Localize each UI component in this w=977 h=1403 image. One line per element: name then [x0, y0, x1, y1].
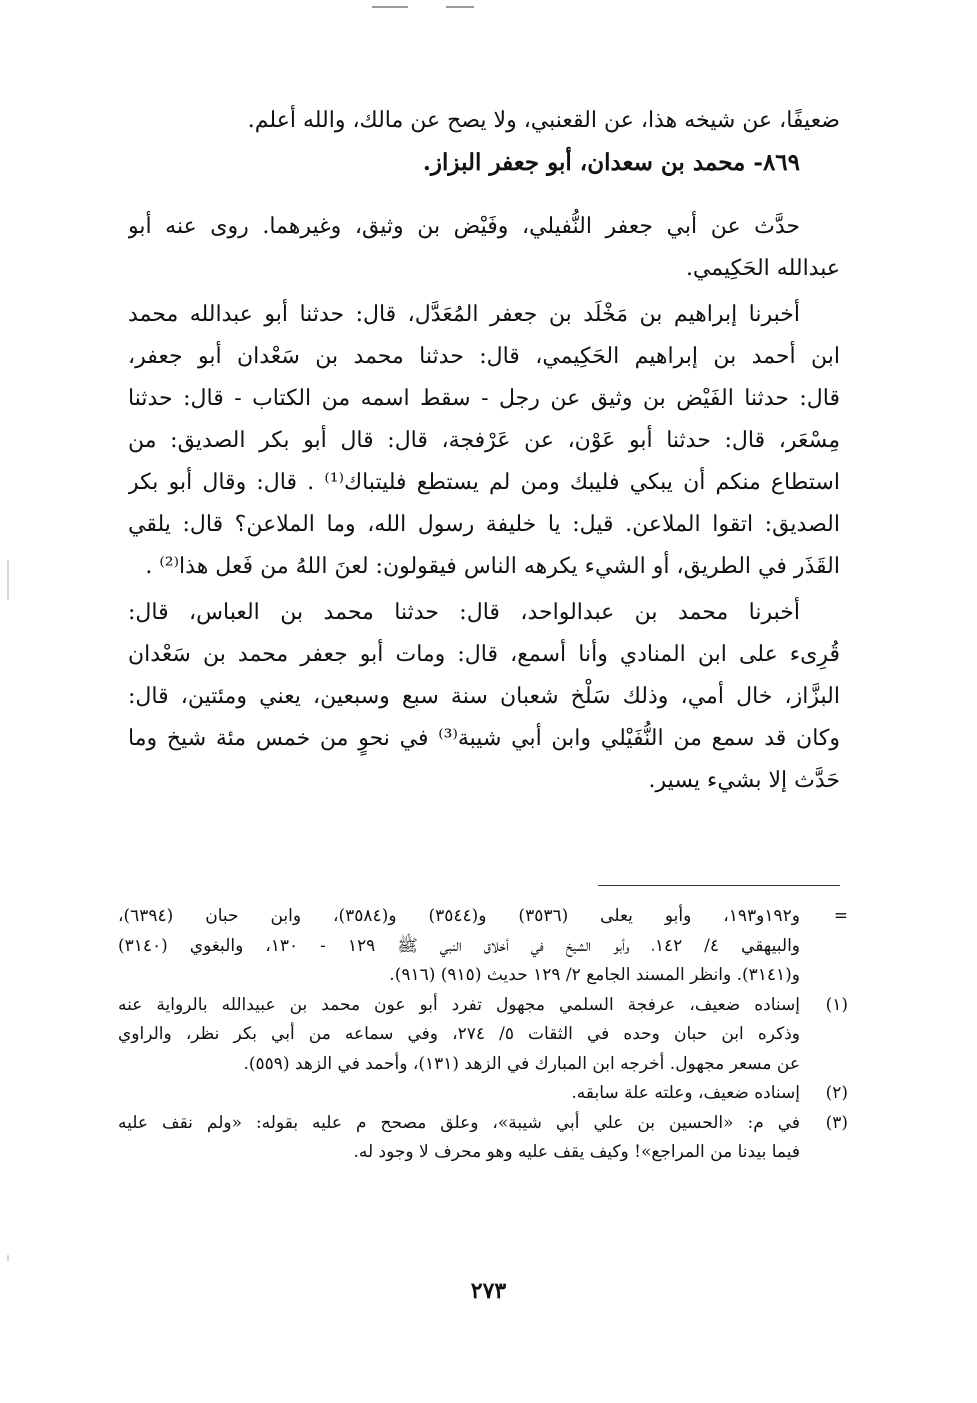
entry-heading: ٨٦٩- محمد بن سعدان، أبو جعفر البزاز. — [422, 149, 800, 176]
page-number: ٢٧٣ — [470, 1278, 507, 1304]
text-line: مِسْعَر، قال: حدثنا أبو عَوْن، عن عَرْفجة، قال: قال أبو بكر الصديق: من — [128, 428, 840, 453]
footnote-ref: ⁽¹⁾ . قال: وقال أبو بكر — [128, 470, 344, 495]
footnote-number: (٣) — [825, 1112, 848, 1133]
text-segment: وكان قد سمع من النُّفَيْلي وابن أبي شيبة — [457, 726, 840, 751]
text-line: قال: حدثنا الفَيْض بن وثيق عن رجل - سقط اسمه من الكتاب - قال: حدثنا — [128, 386, 840, 411]
footnote-ref: ⁽²⁾ . — [145, 554, 180, 579]
scan-artifact — [7, 1255, 9, 1261]
main-text — [128, 100, 840, 802]
footnote-line: في م: «الحسين بن علي أبي شيبة»، وعلق مصحح م عليه بقوله: «ولم نقف عليه — [118, 1112, 800, 1133]
text-segment: القَذَر في الطريق، أو الشيء يكرهه الناس فيقولون: لعنَ اللهُ من فَعل هذا — [179, 554, 840, 579]
text-line — [128, 718, 840, 760]
continuation-mark: = — [833, 906, 848, 926]
footnote-line: وذكره ابن حبان وحده في الثقات ٥/ ٢٧٤، وفي سماعه من أبي بكر نظر، والراوي — [118, 1024, 800, 1044]
text-line: أخبرنا إبراهيم بن مَخْلَد بن جعفر المُعَدَّل، قال: حدثنا أبو عبدالله محمد — [128, 302, 800, 327]
footnote-2 — [118, 1079, 848, 1109]
text-line: حدَّث عن أبي جعفر النُّفيلي، وفَيْض بن وثيق، وغيرهما. روى عنه أبو — [128, 214, 800, 239]
text-line: البزَّاز، خال أمي، وذلك سَلْخ شعبان سنة سبع وسبعين، يعني ومئتين، قال: — [128, 684, 840, 709]
text-line: حَدَّث إلا بشيء يسير. — [648, 768, 840, 793]
text-line — [128, 462, 840, 504]
text-line: أخبرنا محمد بن عبدالواحد، قال: حدثنا محمد بن العباس، قال: — [128, 600, 800, 625]
text-line: الصديق: اتقوا الملاعن. قيل: يا خليفة رسول الله، وما الملاعن؟ قال: يلقي — [128, 512, 840, 537]
footnote-line: و(٣١٤١). وانظر المسند الجامع ٢/ ١٢٩ حديث (٩١٥) (٩١٦). — [389, 965, 800, 985]
scan-artifact — [7, 560, 9, 600]
footnote-line: عن مسعر مجهول. أخرجه ابن المبارك في الزهد (١٣١)، وأحمد في الزهد (٥٥٩). — [243, 1053, 800, 1074]
footnote-line: إسناده ضعيف، وعلته علة سابقه. — [571, 1083, 800, 1103]
text-segment: استطاع منكم أن يبكي فليبك ومن لم يستطع فليتباك — [343, 470, 840, 495]
footnotes — [118, 902, 848, 1168]
footnote-continuation — [118, 902, 848, 991]
text-line: ابن أحمد بن إبراهيم الحَكِيمي، قال: حدثنا محمد بن سَعْدان أبو جعفر، — [128, 344, 840, 369]
footnote-line: والبيهقي ٤/ ١٤٢، وأبو الشيخ في أخلاق النبي ﷺ ١٢٩ - ١٣٠، والبغوي (٣١٤٠) — [118, 935, 800, 956]
text-line: عبدالله الحَكِيمي. — [685, 256, 840, 281]
footnote-3 — [118, 1109, 848, 1168]
footnote-1 — [118, 991, 848, 1080]
scan-mark — [446, 6, 474, 8]
footnote-line: و١٩٢و١٩٣، وأبو يعلى (٣٥٣٦) و(٣٥٤٤) و(٣٥٨٤)، وابن حبان (٦٣٩٤)، — [118, 906, 800, 926]
text-line: قُرِىء على ابن المنادي وأنا أسمع، قال: ومات أبو جعفر محمد بن سَعْدان — [128, 642, 840, 667]
footnote-separator — [598, 885, 840, 886]
text-line: ضعيفًا، عن شيخه هذا، عن القعنبي، ولا يصح عن مالك، والله أعلم. — [247, 108, 840, 133]
footnote-number: (١) — [825, 994, 848, 1015]
footnote-number: (٢) — [825, 1083, 848, 1103]
footnote-line: إسناده ضعيف، عرفجة السلمي مجهول تفرد أبو عون محمد بن عبيدالله بالرواية عنه — [118, 994, 800, 1015]
footnote-ref: ⁽³⁾ في نحوٍ من خمس مئة شيخ وما — [128, 726, 458, 751]
scan-mark — [372, 6, 408, 8]
text-line — [128, 546, 840, 588]
footnote-line: فيما بيدنا من المراجع»! وكيف يقف عليه وهو محرف لا وجود له. — [353, 1142, 800, 1162]
